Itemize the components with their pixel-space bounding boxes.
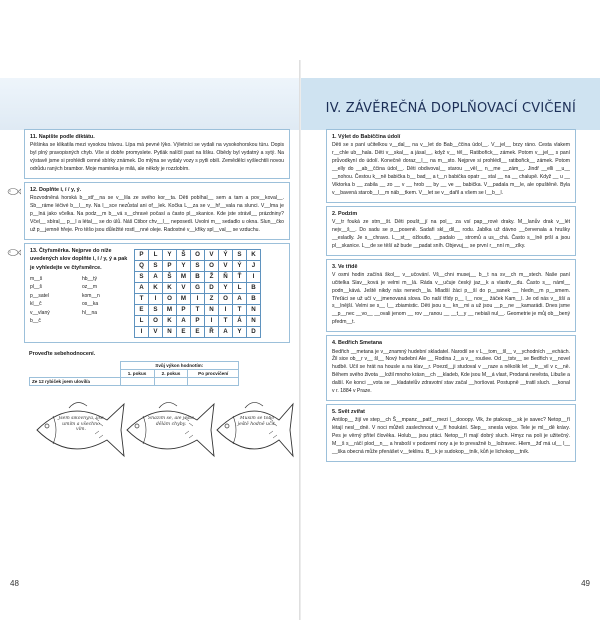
wordsearch-row [135, 293, 261, 304]
exercise-11-title: 11. Napište podle diktátu. [30, 134, 95, 140]
wordsearch-row [135, 304, 261, 315]
wordsearch-cell[interactable]: E [135, 304, 149, 315]
wordsearch-cell[interactable]: A [233, 293, 247, 304]
wordsearch-cell[interactable]: L [135, 315, 149, 326]
wordsearch-cell[interactable]: Š [177, 249, 191, 260]
wordsearch-cell[interactable]: Z [205, 293, 219, 304]
right-page-number: 49 [581, 579, 590, 588]
word-item: pl__š [30, 284, 42, 291]
wordsearch-cell[interactable]: S [135, 271, 149, 282]
wordsearch-cell[interactable]: P [177, 304, 191, 315]
word-item: os__ka [82, 301, 99, 308]
exercise-13 [24, 243, 290, 343]
wordsearch-cell[interactable]: I [191, 293, 205, 304]
exercise-13-title: 13. Čtyřsměrka. Nejprve do níže uvedených slov doplňte i, í / y, ý a pak je vyhledejte ve čtyřsměrce. [30, 247, 128, 271]
wordsearch-cell[interactable]: B [247, 293, 261, 304]
wordsearch-grid [134, 249, 261, 338]
wordsearch-cell[interactable]: E [177, 326, 191, 337]
wordsearch-row [135, 282, 261, 293]
wordsearch-cell[interactable]: I [205, 315, 219, 326]
wordsearch-cell[interactable]: T [233, 304, 247, 315]
right-exercise-2 [326, 206, 576, 256]
wordsearch-cell[interactable]: Y [177, 260, 191, 271]
score-column-header: 2. pokus [154, 370, 188, 378]
right-exercise-5-text: Antilop__ žijí ve step__ch Š__mpanz__patř__mezi l__dooopy. Vlk, že ptakoup__sk je savec? Netop__ří létají nesl__dně. V noci můžeš zaslechnout v__ří houkání. Slep__ snesla vejce. Tele je ml__dě krávy. Pes je věrný přítel člověka. Holub__ jsou ptáci. Netop__ří mají dobrý sluch. Hmyz na poli je užitečný. M__š s__ráčí plod__n__ a hraboší v podzemí nory a je to prevažně b__ložravec. Hlem__žď má ul__ l__ __ška obecná může přenášet v__teklinu. B__k je sudokop__tník, kůň je lichokop__tník. [332, 417, 570, 455]
wordsearch-cell[interactable]: O [219, 293, 233, 304]
fish-3-label: Musím se toho ještě hodně učit. [237, 416, 277, 428]
fish-margin-icon [7, 248, 21, 257]
right-exercise-4-text: Bedřich __metana je v__znamný hudební skladatel. Narodil se v L__tom__šl__ v__ychodních __echách. Žil sice ob__r v__ šl__ Nový hudební Ale __ Rodina J__a v__ roušee. Od __tstv__ se Bedřich v__novel hudbě. Učil se hrát na housle a na klav__r. Poezd__ji studoval v __raze a několik let __tr__vil v c__ně. Během svého života __ložil mnoho krásn__ch __kladeb, Kde jsou M__á vlast, Prodaná nevěsta, Libuše a další. Ke konci __vota se __kladatelův zdravotní stav začal __horšovat. Postupně __tratil sluch. __konal v r. 1884 v Praze. [332, 348, 570, 394]
book-fold [299, 60, 301, 620]
wordsearch-row [135, 315, 261, 326]
wordsearch-cell[interactable]: Y [219, 282, 233, 293]
wordsearch-cell[interactable]: T [219, 315, 233, 326]
wordsearch-cell[interactable]: B [191, 271, 205, 282]
score-table-header: Svůj výkon hodnotím: [120, 362, 238, 370]
wordsearch-cell[interactable]: N [247, 304, 261, 315]
wordsearch-cell[interactable]: V [219, 260, 233, 271]
right-exercise-2-text: V__tr fouká ze strn__št. Děti poušt__jí na pol__ za vsí pap__rové draky. M__lanův drak v__lét nejv__š__. Do sadu se p__poseně. Sadaři skl__dil__ rodu. Jablka už dávno __červenala a hrušky __esladly. Je s__chravo. L__st__ ožloutlo, __padalo __ stromů a us__chá. Často s__lně prší a jsou pl__skanice. L__de se těší až bude __padat sníh. Objevuj__ se první r__nní m__zíky. [332, 218, 570, 249]
wordsearch-cell[interactable]: O [149, 315, 163, 326]
right-exercise-4 [326, 335, 576, 401]
wordsearch-cell[interactable]: Ť [233, 271, 247, 282]
wordsearch-cell[interactable]: A [135, 282, 149, 293]
right-exercise-5 [326, 404, 576, 462]
right-exercise-1-text: Děti se s paní učitelkou v__dal__ na v__let do Bab__ččina údol__. V__jel__ brzy ráno. Cesta vlakem r__chle ub__hala. Děti v__skal__ a jásal__, když v__ těl__ Ratibořick__ zámek. Potom v__jel__ s paní průvodkyní do údolí. Konečně doraz__l__ na m__sto. Nejprve si prohlédl__ ratibořick__ zámek. Potom __elly do __ab__ččina údol__. Děti obdivoval__ starou __věl__ n__me __zám__. Jindř __elli __u__ __nohou. Čestou k__ně babička b__ bad__ a t__n babička opatr __ stal __ na __ chalupě. Když __ u __ Viktorka b __ zabila __ zo __ v __ hrob __ by __ ve __ babička. V__padala m__le, ale opuštěně. Byla v__bavená starob__l__m náb__tkem. V__let se v__dařil a všem se l__b__l. [332, 142, 570, 196]
fish-3 [217, 403, 293, 457]
wordsearch-cell[interactable]: E [191, 326, 205, 337]
fish-1-label: Jsem šikovný/á, vše umím a všechno vím. [58, 416, 104, 433]
fish-2 [127, 403, 214, 457]
wordsearch-cell[interactable]: O [191, 249, 205, 260]
wordsearch-cell[interactable]: Y [233, 326, 247, 337]
wordsearch-cell[interactable]: M [177, 293, 191, 304]
wordsearch-cell[interactable]: S [149, 304, 163, 315]
score-cell[interactable] [120, 378, 154, 386]
wordsearch-cell[interactable]: O [163, 293, 177, 304]
right-page-content [326, 129, 576, 465]
wordsearch-cell[interactable]: D [247, 326, 261, 337]
chapter-title: IV. ZÁVĚREČNÁ DOPLŇOVACÍ CVIČENÍ [325, 101, 576, 116]
score-cell[interactable] [154, 378, 188, 386]
wordsearch-row [135, 326, 261, 337]
right-exercise-3-text: V osmi hodin začíná škol__ v__učování. Vš__chni musej__ b__t na sv__ch m__stech. Naše paní učitelka Slav__ková je velmi m__lá. Ráda v__učuje český jaz__k a vlastiv__du. Často s__ náml__ podn__kává. Ještě nikdy nás nenech__la. Mladší žáci p__ší do p__sanek __ hledn__m p__smem. Třeťáci se už učí v__jmenovaná slova. Do naší třídy p__ l__ nov__ žáček Kam__l. Je od nás v__šší a s__lnější. Velmi se s__ l__ zbiamistic. Děti jsou s__ kn__mi a už jsou __p__ne __kamarádi. Dnes jsme __p__nec __vo__ __ovali jenom __ rov __ranou __ __t__y __ nebiali nul__. Geometrie je můj ob__bený předm__t. [332, 271, 570, 326]
self-evaluation [24, 346, 290, 475]
wordsearch-cell[interactable]: A [149, 271, 163, 282]
wordsearch-cell[interactable]: V [177, 282, 191, 293]
exercise-12 [24, 182, 290, 240]
word-item: oz__m [82, 284, 98, 291]
wordsearch-cell[interactable]: N [247, 315, 261, 326]
exercise-11 [24, 129, 290, 179]
left-page-number: 48 [10, 579, 19, 588]
wordsearch-word-list [30, 275, 128, 326]
fish-2-label: Snažím se, ale ještě dělám chyby. [148, 416, 194, 428]
wordsearch-row [135, 260, 261, 271]
wordsearch-cell[interactable]: O [205, 260, 219, 271]
wordsearch-cell[interactable]: Ž [205, 271, 219, 282]
wordsearch-row [135, 271, 261, 282]
word-item: hl__na [82, 309, 98, 316]
word-item: kom__n [82, 292, 100, 299]
exercise-12-title: 12. Doplňte i, í / y, ý. [30, 186, 82, 193]
wordsearch-cell[interactable]: N [205, 304, 219, 315]
wordsearch-cell[interactable]: Y [163, 249, 177, 260]
wordsearch-cell[interactable]: B [247, 282, 261, 293]
wordsearch-cell[interactable]: K [163, 315, 177, 326]
wordsearch-cell[interactable]: Ý [219, 249, 233, 260]
wordsearch-cell[interactable]: G [191, 282, 205, 293]
fish-margin-icon [7, 187, 21, 196]
word-item: m__š [30, 275, 43, 282]
exercise-12-text: Rozvodněná horská b__stř__na se v__lila ze svého kor__ta. Děti pobíhal__ sem a tam a pov__koval__. Sb__ráme léčivé b__l__ny. Na l__sce nezůstal ani of__lek. Kočka L__za se v__hř__vala na slunci. V__lma je p__lná jako včelka. Na podz__m b__vá s__chravé počasí a často pl__skanice. Kde jste strávil__ prázdniny? Včel__ sbíral__ p__l a létal__ se do úlů. Náš Ctibor chv__l__ neposedí. Uvolni m__ sedadlo u okna. Slun__čko už p__jemně hřeje. Pro těšo jsou důležité rostl__nné oleje. Radostné v__křiky spl__val__ se vzduchu. [30, 195, 284, 233]
wordsearch-cell[interactable]: D [205, 282, 219, 293]
wordsearch-cell[interactable]: L [149, 249, 163, 260]
right-exercise-3 [326, 259, 576, 333]
wordsearch-cell[interactable]: Ý [233, 260, 247, 271]
wordsearch-cell[interactable]: A [219, 326, 233, 337]
wordsearch-cell[interactable]: M [177, 271, 191, 282]
wordsearch-cell[interactable]: T [191, 304, 205, 315]
right-exercise-2-title: 2. Podzim [332, 210, 358, 217]
wordsearch-cell[interactable]: Q [135, 260, 149, 271]
right-exercise-1 [326, 129, 576, 203]
wordsearch-cell[interactable]: Á [233, 315, 247, 326]
wordsearch-cell[interactable]: K [247, 249, 261, 260]
wordsearch-cell[interactable]: L [233, 282, 247, 293]
wordsearch-row [135, 249, 261, 260]
fish-illustrations [29, 390, 295, 470]
wordsearch-cell[interactable]: I [149, 293, 163, 304]
score-cell[interactable] [188, 378, 239, 386]
wordsearch-cell[interactable]: P [135, 249, 149, 260]
wordsearch-cell[interactable]: K [163, 282, 177, 293]
wordsearch-cell[interactable]: I [219, 304, 233, 315]
wordsearch-cell[interactable]: Ř [205, 326, 219, 337]
wordsearch-cell[interactable]: T [135, 293, 149, 304]
wordsearch-cell[interactable]: P [191, 315, 205, 326]
wordsearch-cell[interactable]: N [163, 326, 177, 337]
self-evaluation-title: Proveďte sebehodnocení. [29, 350, 96, 357]
wordsearch-cell[interactable]: S [191, 260, 205, 271]
wordsearch-cell[interactable]: V [205, 249, 219, 260]
right-exercise-4-title: 4. Bedřich Smetana [332, 340, 383, 347]
exercise-11-text: Pěšinka se klikatila mezi vysokou trávou. Lípa má pevné lýko. Výletníci se vydali na vysokohorskou túru. Dopis byl plný pravopisných chyb. Vše si dobře promyslete. Pytlák nalíčil past na lišku. Obědy byl vydatný a sytý. Na výstavě jsme si prohlédli cenné sbírky známek. Do mlýna se vydaly vozy s pytli obilí. Zemědělci vyšlechtili novou odrůdu raných brambor. Moje maminka je milá, ale někdy je rozzlobím. [30, 142, 284, 173]
wordsearch-cell[interactable]: K [149, 282, 163, 293]
word-item: p__satel [30, 292, 49, 299]
right-exercise-1-title: 1. Výlet do Babiččina údolí [332, 134, 401, 140]
evaluation-fish-row [29, 390, 285, 470]
wordsearch-cell[interactable]: S [233, 249, 247, 260]
wordsearch-cell[interactable]: Š [163, 271, 177, 282]
wordsearch-cell[interactable]: J [247, 260, 261, 271]
right-exercise-5-title: 5. Svět zvířat [332, 408, 365, 415]
wordsearch-cell[interactable]: I [135, 326, 149, 337]
word-item: kl__č [30, 301, 42, 308]
wordsearch-cell[interactable]: Ň [219, 271, 233, 282]
wordsearch-cell[interactable]: I [247, 271, 261, 282]
wordsearch-cell[interactable]: V [149, 326, 163, 337]
wordsearch-cell[interactable]: S [149, 260, 163, 271]
wordsearch-cell[interactable]: A [177, 315, 191, 326]
score-column-header: 1. pokus [120, 370, 154, 378]
score-table [29, 361, 239, 386]
left-page-header-band [0, 78, 300, 130]
wordsearch-cell[interactable]: M [163, 304, 177, 315]
score-column-header: Po procvičení [188, 370, 239, 378]
left-page-content [24, 129, 290, 477]
score-row-label: Ze 12 rybiček jsem ulovil/a [30, 378, 121, 386]
fish-1 [37, 403, 124, 457]
right-exercise-3-title: 3. Ve třídě [332, 263, 358, 270]
wordsearch-cell[interactable]: P [163, 260, 177, 271]
word-item: b__č [30, 318, 41, 325]
word-item: v__vlaný [30, 309, 50, 316]
word-item: hb__tý [82, 275, 98, 282]
